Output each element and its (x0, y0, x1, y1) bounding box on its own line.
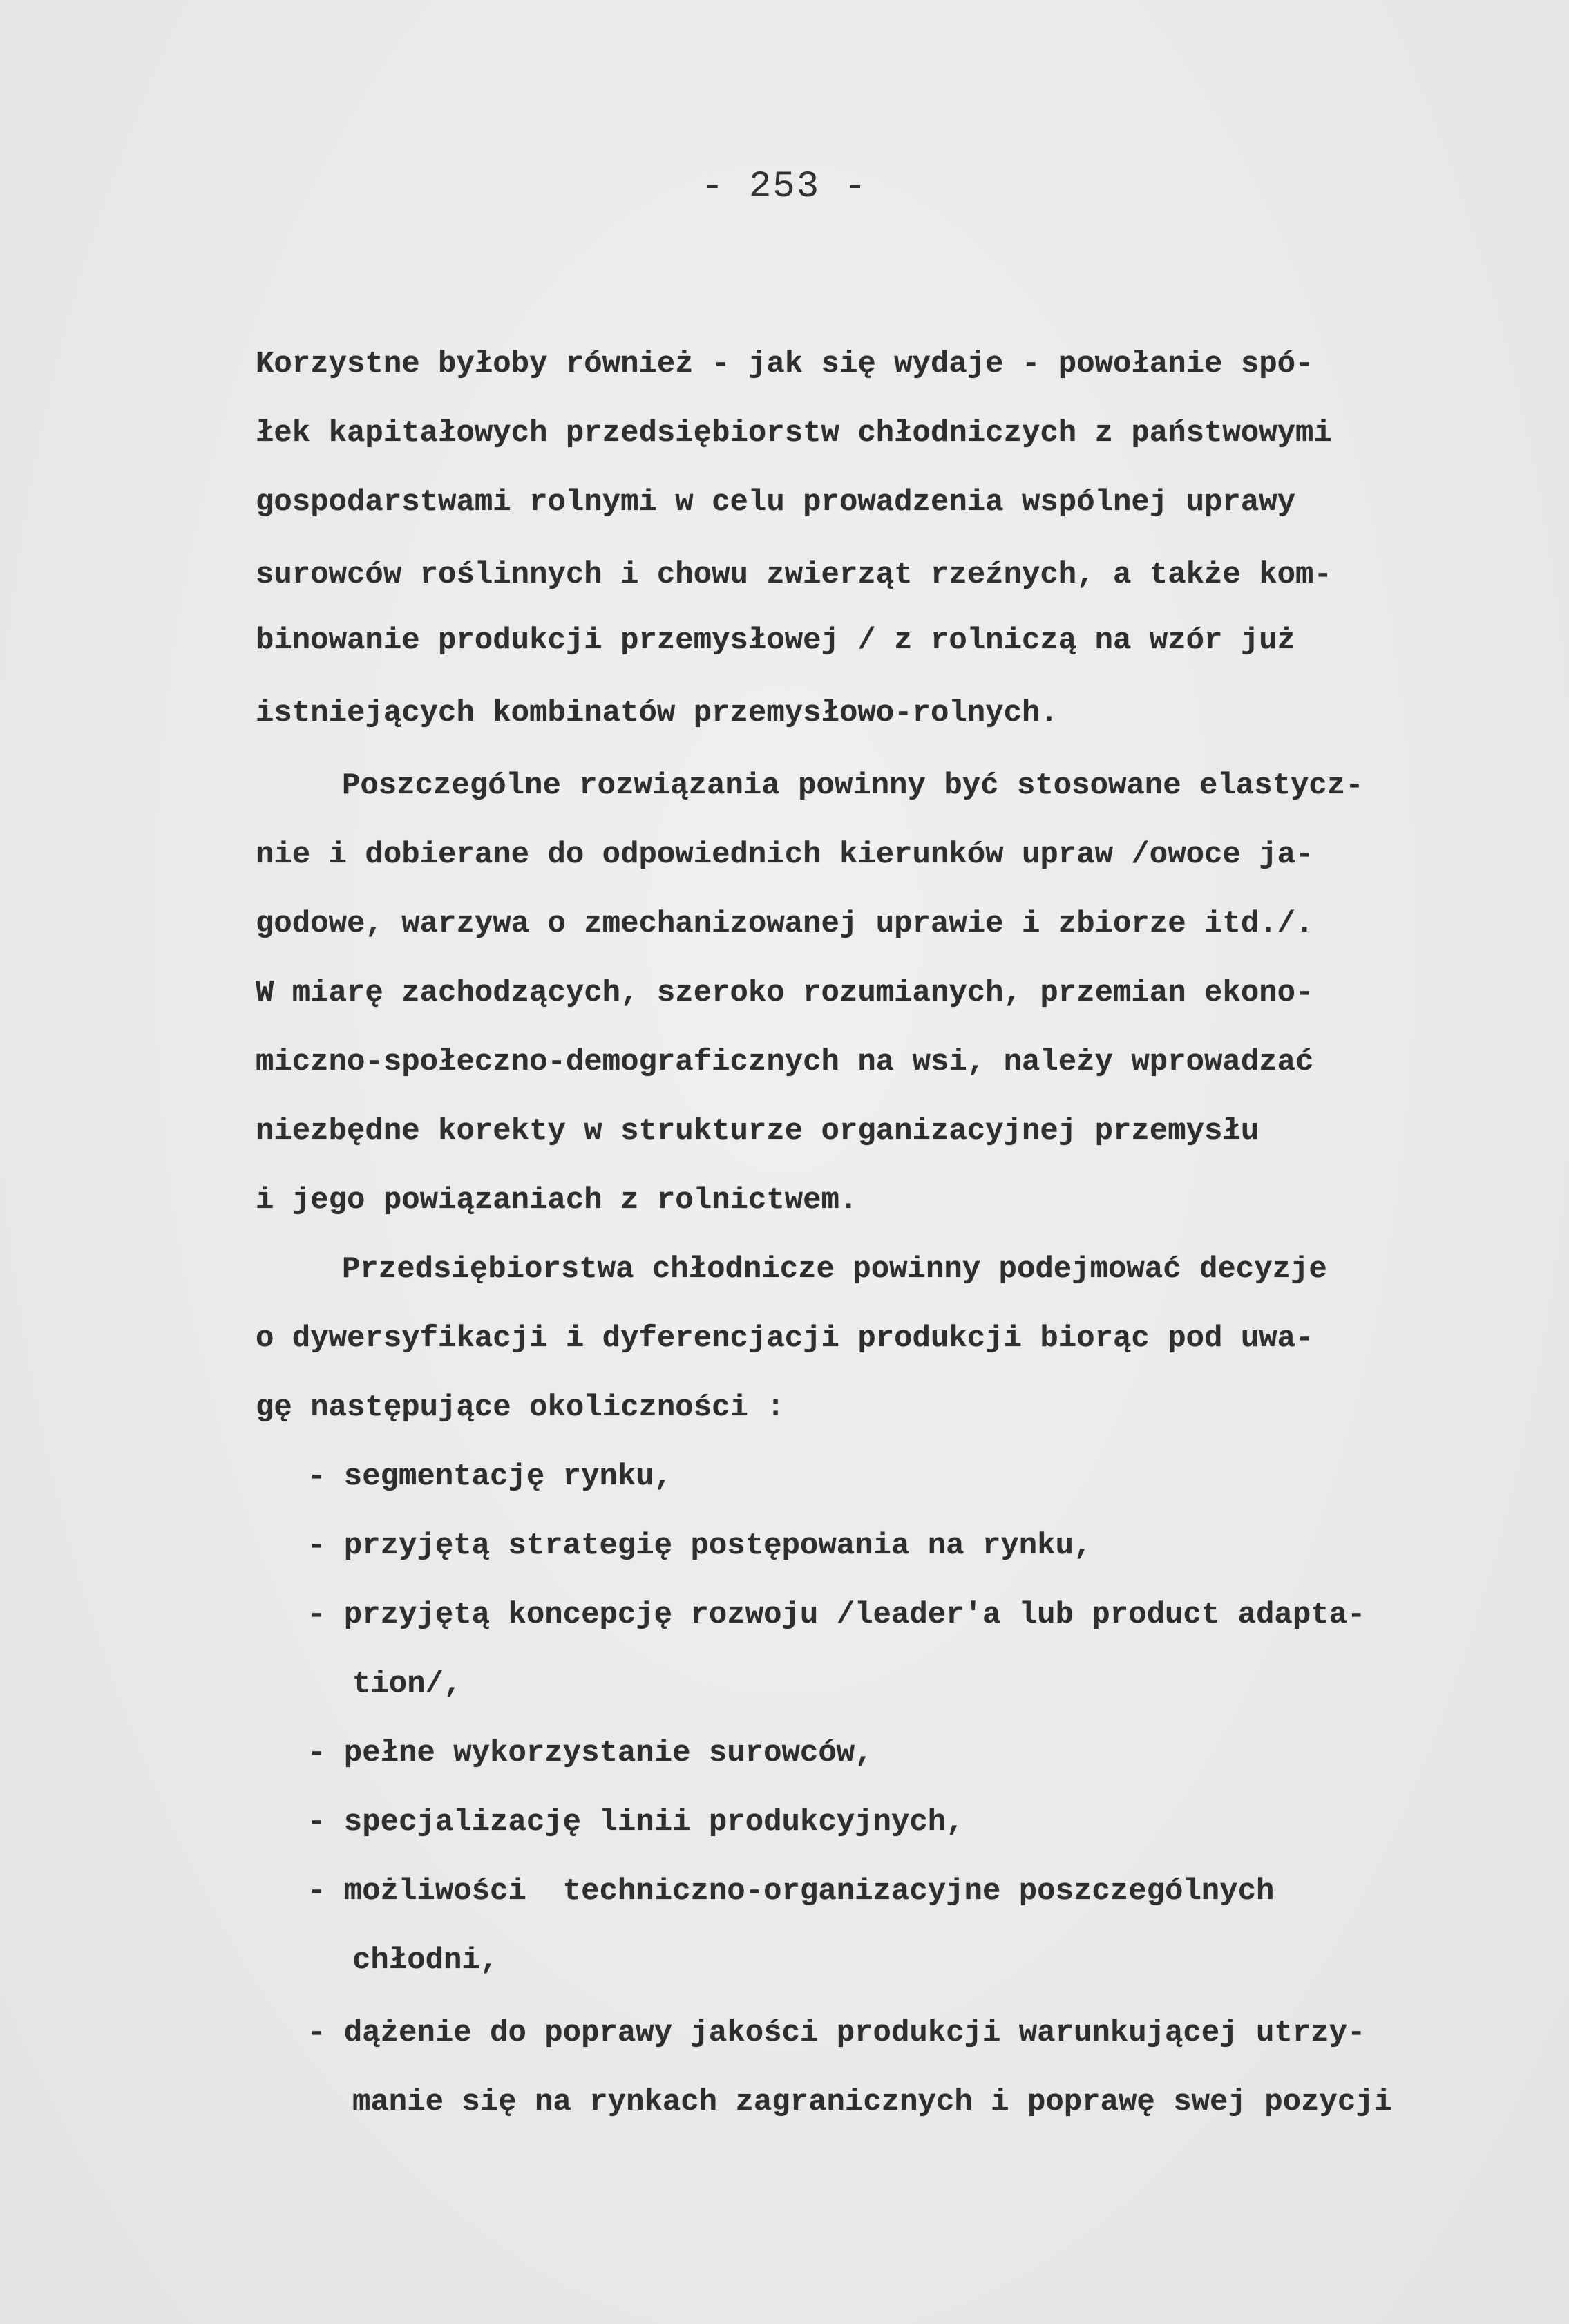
paragraph-2-line-3: godowe, warzywa o zmechanizowanej uprawie i zbiorze itd./. (256, 907, 1314, 941)
list-item-continuation: manie się na rynkach zagranicznych i poprawę swej pozycji (352, 2085, 1393, 2119)
paragraph-2-line-6: niezbędne korekty w strukturze organizacyjnej przemysłu (256, 1114, 1259, 1149)
paragraph-3-line-2: o dywersyfikacji i dyferencjacji produkcji biorąc pod uwa- (256, 1321, 1314, 1356)
page-number: - 253 - (701, 166, 868, 208)
paragraph-2-line-5: miczno-społeczno-demograficznych na wsi, należy wprowadzać (256, 1045, 1314, 1079)
paragraph-1-line-2: łek kapitałowych przedsiębiorstw chłodniczych z państwowymi (256, 416, 1332, 451)
list-item: - specjalizację linii produkcyjnych, (307, 1805, 964, 1840)
paragraph-2-line-1: Poszczególne rozwiązania powinny być stosowane elastycz- (342, 768, 1364, 803)
paragraph-2-line-7: i jego powiązaniach z rolnictwem. (256, 1183, 858, 1218)
list-item: - przyjętą koncepcję rozwoju /leader'a lub product adapta- (307, 1598, 1366, 1632)
paragraph-1-line-6: istniejących kombinatów przemysłowo-rolnych. (256, 696, 1058, 730)
paragraph-1-line-3: gospodarstwami rolnymi w celu prowadzenia wspólnej uprawy (256, 485, 1296, 520)
paragraph-1-line-4: surowców roślinnych i chowu zwierząt rzeźnych, a także kom- (256, 558, 1332, 592)
paragraph-2-line-2: nie i dobierane do odpowiednich kierunków upraw /owoce ja- (256, 838, 1314, 872)
list-item: - możliwości techniczno-organizacyjne poszczególnych (307, 1874, 1275, 1909)
list-item: - pełne wykorzystanie surowców, (307, 1736, 873, 1770)
list-item: - dążenie do poprawy jakości produkcji warunkującej utrzy- (307, 2016, 1366, 2050)
paragraph-3-line-3: gę następujące okoliczności : (256, 1390, 785, 1425)
list-item: - segmentację rynku, (307, 1459, 673, 1494)
paragraph-1-line-1: Korzystne byłoby również - jak się wydaje - powołanie spó- (256, 347, 1314, 381)
list-item: - przyjętą strategię postępowania na rynku, (307, 1529, 1092, 1563)
paragraph-2-line-4: W miarę zachodzących, szeroko rozumianych, przemian ekono- (256, 976, 1314, 1010)
paragraph-3-line-1: Przedsiębiorstwa chłodnicze powinny podejmować decyzje (342, 1252, 1327, 1287)
list-item-continuation: tion/, (352, 1667, 462, 1701)
paragraph-1-line-5: binowanie produkcji przemysłowej / z rolniczą na wzór już (256, 623, 1296, 658)
list-item-continuation: chłodni, (352, 1943, 499, 1978)
